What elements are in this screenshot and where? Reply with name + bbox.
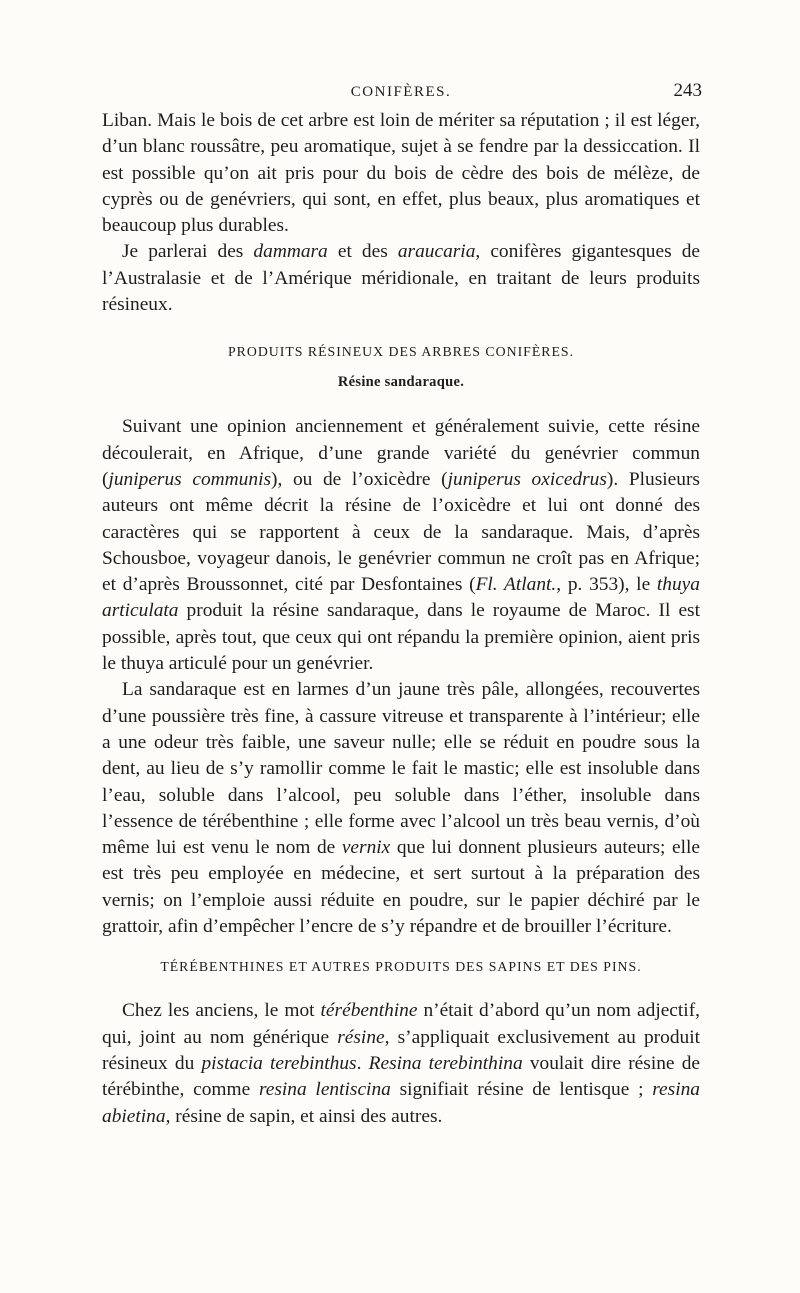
paragraph-text: n’était d’abord qu’un nom adjectif, qui, joint au nom générique [102, 1000, 700, 1048]
italic-term: Fl. Atlant. [475, 574, 557, 596]
paragraph-dammara [102, 239, 700, 318]
paragraph-text: Chez les anciens, le mot [122, 1000, 321, 1022]
italic-term: pistacia terebinthus [201, 1052, 357, 1074]
italic-term: juniperus oxicedrus [447, 468, 607, 490]
paragraph-text: signifiait résine de lentisque ; [390, 1079, 653, 1101]
paragraph-text: et des [327, 241, 398, 263]
paragraph-text: Suivant une opinion anciennement et généralement suivie, cette résine découlerait, en Afrique, d’une grande variété du genévrier commun ( [102, 416, 700, 490]
paragraph-suivant [102, 414, 700, 677]
paragraph-text: , s’appliquait exclusivement au produit résineux du [102, 1026, 700, 1074]
paragraph-text: que lui donnent plusieurs auteurs; elle est très peu employée en médecine, et sert surtout à la préparation des vernis; on l’emploie aussi réduite en poudre, sur le papier déchiré par le grattoir, afin d’empêcher l’encre de s’y répandre et de brouiller l’écriture. [102, 837, 700, 938]
running-title: CONIFÈRES. [350, 84, 452, 100]
paragraph-chez-les-anciens [102, 998, 700, 1129]
book-page [102, 82, 700, 1130]
paragraph-text: voulait dire résine de térébinthe, comme [102, 1052, 700, 1101]
paragraph-text: ), ou de l’oxicèdre ( [271, 468, 448, 490]
paragraph-text: ). Plusieurs auteurs ont même décrit la résine de l’oxicèdre et lui ont donné des caractères qui se rapportent à ceux de la sandaraque. Mais, d’après Schousboe, voyageur danois, le genévrier commun ne croît pas en Afrique; et d’après Broussonnet, cité par Desfontaines ( [102, 468, 700, 596]
paragraph-text: Je parlerai des [122, 241, 254, 263]
italic-term: Resina terebinthina [368, 1052, 523, 1074]
paragraph-text: , résine de sapin, et ainsi des autres. [165, 1105, 443, 1127]
paragraph-text: , conifères gigantesques de l’Australasie et de l’Amérique méridionale, en traitant de leurs produits résineux. [102, 241, 700, 316]
paragraph-sandaraque [102, 677, 700, 940]
italic-term: résine [337, 1026, 385, 1048]
paragraph-text: , p. 353), le [556, 574, 657, 596]
italic-term: resina lentiscina [258, 1079, 391, 1101]
italic-term: dammara [253, 241, 328, 263]
italic-term: juniperus communis [108, 468, 271, 490]
paragraph-text: Liban. Mais le bois de cet arbre est loin de mériter sa réputation ; il est léger, d’un blanc roussâtre, peu aromatique, sujet à se fendre par la dessiccation. Il est possible qu’on ait pris pour du bois de cèdre des bois de mélèze, de cyprès ou de genévriers, qui sont, en effet, plus beaux, plus aromatiques et beaucoup plus durables. [102, 110, 700, 237]
italic-term: araucaria [397, 241, 476, 263]
running-head [102, 82, 700, 108]
section-heading-produits-resineux: PRODUITS RÉSINEUX DES ARBRES CONIFÈRES. [227, 344, 575, 360]
page-number: 243 [673, 80, 702, 101]
paragraph-text: produit la résine sandaraque, dans le royaume de Maroc. Il est possible, après tout, que ceux qui ont répandu la première opinion, aient pris le thuya articulé pour un genévrier. [102, 600, 700, 675]
paragraph-liban [102, 108, 700, 239]
italic-term: resina abietina [102, 1079, 700, 1127]
italic-term: vernix [341, 837, 391, 859]
subheading-resine-sandaraque: Résine sandaraque. [337, 374, 465, 391]
italic-term: thuya articulata [102, 574, 700, 622]
italic-term: térébenthine [320, 1000, 418, 1022]
section-heading-terebenthines: TÉRÉBENTHINES ET AUTRES PRODUITS DES SAPINS ET DES PINS. [160, 959, 642, 975]
paragraph-text: . [356, 1052, 369, 1074]
paragraph-text: La sandaraque est en larmes d’un jaune très pâle, allongées, recouvertes d’une poussière très fine, à cassure vitreuse et transparente à l’intérieur; elle a une odeur très faible, une saveur nulle; elle se réduit en poudre sous la dent, au lieu de s’y ramollir comme le fait le mastic; elle est insoluble dans l’eau, soluble dans l’alcool, peu soluble dans l’éther, insoluble dans l’essence de térébenthine ; elle forme avec l’alcool un très beau vernis, d’où même lui est venu le nom de [102, 679, 700, 859]
